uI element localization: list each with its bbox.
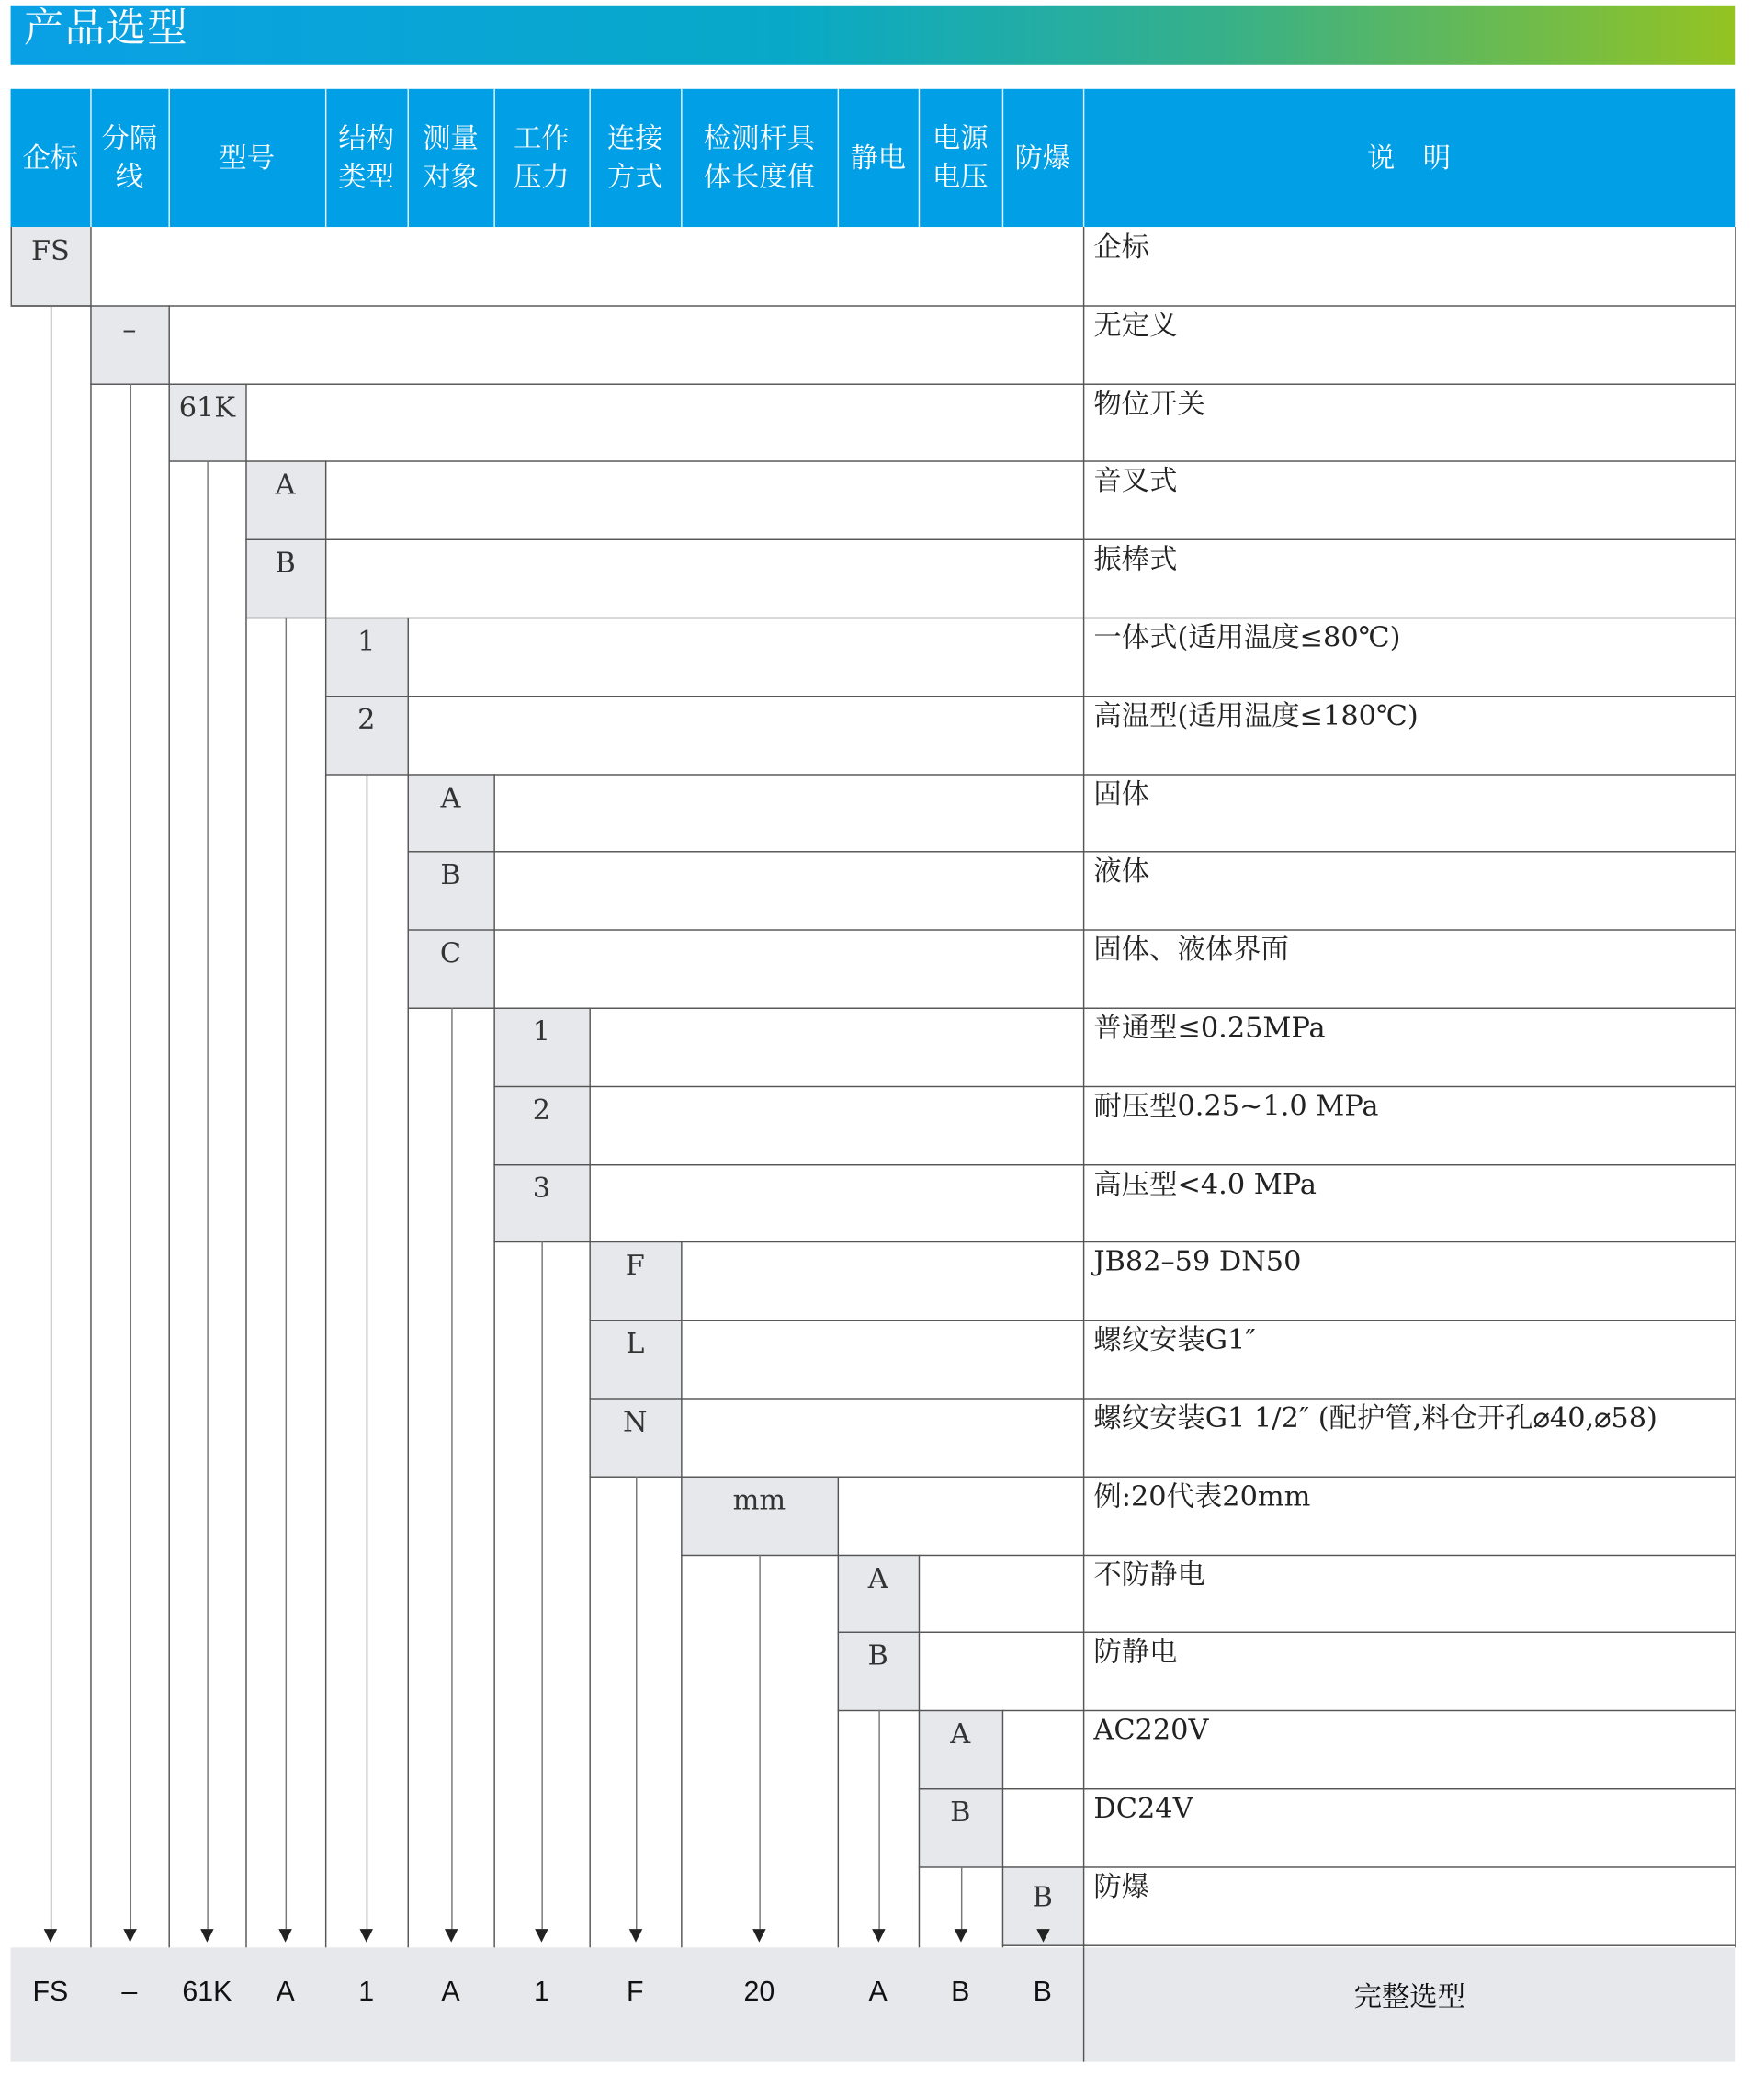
option-description: DC24V bbox=[1093, 1792, 1193, 1825]
option-code: 1 bbox=[357, 625, 376, 658]
option-code: B bbox=[867, 1639, 888, 1672]
option-description: 耐压型0.25~1.0 MPa bbox=[1093, 1089, 1379, 1122]
header-divider bbox=[325, 89, 326, 227]
grid-line bbox=[168, 461, 1735, 462]
option-description: 振棒式 bbox=[1093, 543, 1178, 575]
header-divider bbox=[90, 89, 91, 227]
arrow-line bbox=[960, 1866, 961, 1929]
option-code: B bbox=[275, 547, 296, 580]
final-code: 1 bbox=[358, 1977, 375, 2008]
option-description: 固体 bbox=[1093, 777, 1150, 810]
grid-line bbox=[90, 227, 91, 1947]
header-divider bbox=[681, 89, 682, 227]
header-cell: 静电 bbox=[850, 141, 907, 174]
arrow-head-icon bbox=[535, 1929, 548, 1942]
page-title: 产品选型 bbox=[24, 5, 189, 52]
arrow-head-icon bbox=[628, 1929, 641, 1942]
arrow-head-icon bbox=[200, 1929, 213, 1942]
option-code: 3 bbox=[532, 1172, 551, 1204]
grid-line bbox=[245, 539, 1735, 540]
final-code: 1 bbox=[533, 1977, 549, 2008]
arrow-line bbox=[541, 1241, 542, 1929]
arrow-line bbox=[635, 1476, 636, 1929]
arrow-line bbox=[759, 1554, 760, 1929]
header-divider bbox=[589, 89, 590, 227]
arrow-head-icon bbox=[360, 1929, 373, 1942]
option-description: 一体式(适用温度≤80℃) bbox=[1093, 621, 1401, 653]
header-cell: 连接 方式 bbox=[606, 121, 663, 193]
header-cell: 工作 压力 bbox=[514, 121, 570, 193]
grid-line bbox=[838, 1476, 839, 1947]
option-description: 无定义 bbox=[1093, 309, 1178, 341]
option-description: 普通型≤0.25MPa bbox=[1093, 1011, 1326, 1044]
final-label: 完整选型 bbox=[1353, 1980, 1465, 2013]
grid-line bbox=[168, 305, 169, 1947]
option-code: 1 bbox=[532, 1015, 551, 1048]
grid-line bbox=[681, 1241, 682, 1947]
final-code: A bbox=[276, 1977, 295, 2008]
final-code: FS bbox=[32, 1977, 69, 2008]
option-description: 企标 bbox=[1093, 231, 1150, 264]
option-code: FS bbox=[30, 234, 70, 267]
option-code: 2 bbox=[357, 703, 376, 736]
grid-line bbox=[1083, 1947, 1084, 2061]
option-code: 2 bbox=[532, 1094, 551, 1126]
grid-line bbox=[493, 774, 494, 1948]
grid-line bbox=[919, 1788, 1735, 1789]
option-description: 音叉式 bbox=[1093, 465, 1178, 497]
arrow-line bbox=[207, 461, 208, 1929]
arrow-head-icon bbox=[444, 1929, 457, 1942]
grid-line bbox=[1735, 227, 1736, 1947]
header-divider bbox=[838, 89, 839, 227]
header-cell: 测量 对象 bbox=[423, 121, 479, 193]
option-code: A bbox=[867, 1561, 888, 1594]
header-cell: 型号 bbox=[219, 141, 276, 174]
arrow-head-icon bbox=[954, 1929, 967, 1942]
arrow-head-icon bbox=[123, 1929, 136, 1942]
option-code: B bbox=[1032, 1880, 1053, 1913]
option-code: B bbox=[440, 859, 461, 891]
option-description: 螺纹安装G1″ bbox=[1093, 1323, 1256, 1356]
final-code: A bbox=[441, 1977, 460, 2008]
grid-line bbox=[493, 1085, 1735, 1086]
option-description: 高温型(适用温度≤180℃) bbox=[1093, 699, 1419, 731]
arrow-head-icon bbox=[1036, 1929, 1049, 1942]
grid-line bbox=[325, 461, 326, 1947]
grid-line bbox=[589, 1398, 1735, 1399]
header-divider bbox=[168, 89, 169, 227]
grid-line bbox=[589, 1320, 1735, 1321]
grid-line bbox=[325, 774, 1735, 775]
option-code: 61K bbox=[178, 391, 236, 424]
option-description: 物位开关 bbox=[1093, 387, 1205, 419]
arrow-line bbox=[878, 1710, 879, 1929]
header-divider bbox=[1002, 89, 1003, 227]
header-cell: 说 明 bbox=[1367, 141, 1452, 174]
header-cell: 防爆 bbox=[1014, 141, 1071, 174]
arrow-head-icon bbox=[871, 1929, 884, 1942]
grid-line bbox=[838, 1632, 1736, 1633]
final-code: B bbox=[951, 1977, 970, 2008]
arrow-head-icon bbox=[278, 1929, 291, 1942]
option-code: F bbox=[625, 1250, 645, 1282]
arrow-line bbox=[367, 774, 368, 1929]
header-cell: 分隔 线 bbox=[101, 121, 158, 193]
option-code: A bbox=[275, 469, 296, 502]
final-code: B bbox=[1033, 1977, 1052, 2008]
grid-line bbox=[493, 1163, 1735, 1164]
grid-line bbox=[681, 1554, 1735, 1555]
grid-line bbox=[1083, 227, 1084, 1947]
header-cell: 检测杆具 体长度值 bbox=[703, 121, 816, 193]
final-code: 20 bbox=[743, 1977, 775, 2008]
grid-line bbox=[838, 1710, 1736, 1711]
header-divider bbox=[1083, 89, 1084, 227]
option-description: 防爆 bbox=[1093, 1870, 1150, 1902]
grid-line bbox=[589, 1008, 590, 1948]
arrow-head-icon bbox=[752, 1929, 765, 1942]
grid-line bbox=[325, 696, 1735, 697]
grid-line bbox=[90, 383, 1735, 384]
final-code: – bbox=[121, 1977, 138, 2008]
option-description: 高压型<4.0 MPa bbox=[1093, 1167, 1317, 1200]
option-code: – bbox=[122, 312, 137, 346]
title-bar bbox=[11, 6, 1736, 65]
grid-line bbox=[919, 1866, 1735, 1867]
option-description: AC220V bbox=[1093, 1714, 1209, 1747]
grid-line bbox=[408, 930, 1736, 931]
option-description: JB82–59 DN50 bbox=[1093, 1245, 1302, 1278]
header-divider bbox=[919, 89, 920, 227]
header-cell: 企标 bbox=[22, 141, 79, 174]
option-code: B bbox=[950, 1796, 971, 1829]
grid-line bbox=[408, 852, 1736, 853]
grid-line bbox=[1002, 1944, 1735, 1945]
header-cell: 电源 电压 bbox=[932, 121, 989, 193]
option-code: C bbox=[439, 937, 462, 969]
grid-line bbox=[408, 1008, 1736, 1009]
option-description: 螺纹安装G1 1/2″ (配护管,料仓开孔⌀40,⌀58) bbox=[1093, 1401, 1657, 1434]
header-cell: 结构 类型 bbox=[338, 121, 395, 193]
grid-line bbox=[11, 305, 1736, 306]
option-description: 固体、液体界面 bbox=[1093, 933, 1289, 966]
final-code: 61K bbox=[182, 1977, 232, 2008]
grid-line bbox=[408, 618, 409, 1948]
header-divider bbox=[493, 89, 494, 227]
option-code: A bbox=[950, 1717, 971, 1751]
option-description: 不防静电 bbox=[1093, 1558, 1205, 1591]
option-code: mm bbox=[732, 1483, 786, 1516]
header-divider bbox=[408, 89, 409, 227]
arrow-head-icon bbox=[44, 1929, 57, 1942]
option-code: N bbox=[623, 1405, 648, 1438]
option-code: A bbox=[440, 781, 461, 814]
grid-line bbox=[493, 1241, 1735, 1242]
arrow-line bbox=[286, 618, 287, 1929]
option-description: 液体 bbox=[1093, 855, 1150, 888]
option-description: 例:20代表20mm bbox=[1093, 1479, 1311, 1513]
option-description: 防静电 bbox=[1093, 1636, 1178, 1669]
grid-line bbox=[589, 1476, 1735, 1477]
final-code: A bbox=[868, 1977, 888, 2008]
arrow-line bbox=[450, 1008, 451, 1930]
option-code: L bbox=[626, 1327, 645, 1360]
final-code: F bbox=[627, 1977, 644, 2008]
